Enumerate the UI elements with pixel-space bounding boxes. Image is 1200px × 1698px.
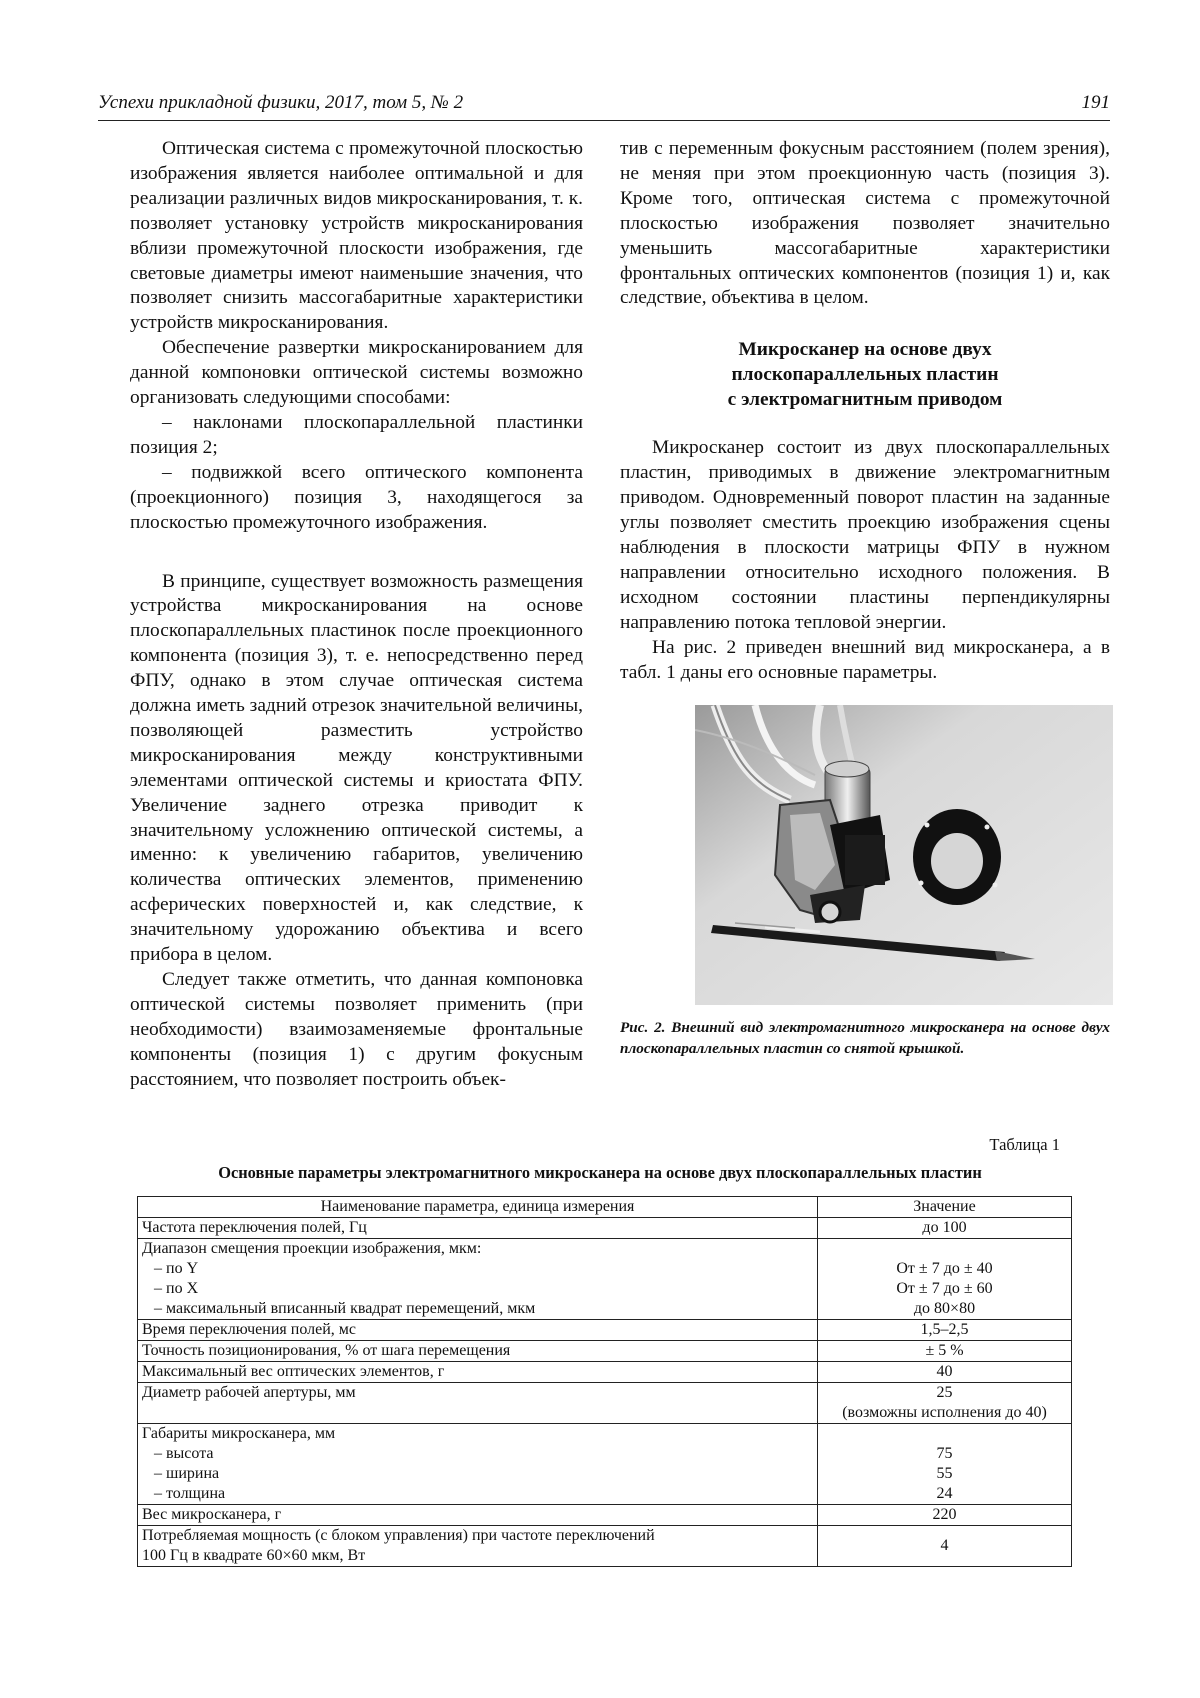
param-cell: Максимальный вес оптических элементов, г [138,1362,818,1383]
param-cell [138,1424,818,1505]
param-text: Габариты микросканера, мм [142,1425,336,1442]
param-cell: Точность позиционирования, % от шага перемещения [138,1341,818,1362]
parameters-table [137,1196,1072,1567]
heading-line: с электромагнитным приводом [727,389,1003,411]
heading-line: Микросканер на основе двух [738,339,992,361]
value-text: 24 [936,1485,953,1502]
param-text: Потребляемая мощность (с блоком управления) при частоте переключений [142,1527,655,1544]
table-row [138,1424,1072,1505]
paragraph: Обеспечение развертки микросканированием для данной компоновки оптической системы возможно организовать следующими способами: [130,337,583,409]
param-cell: Частота переключения полей, Гц [138,1218,818,1239]
value-cell [818,1424,1072,1505]
table-title: Основные параметры электромагнитного микросканера на основе двух плоскопараллельных пластин [218,1163,982,1182]
value-text: до 80×80 [913,1300,976,1317]
paragraph: Микросканер состоит из двух плоскопараллельных пластин, приводимых в движение электромагнитным приводом. Одновременный поворот пластин на заданные углы позволяет сместить проекцию изображения сцены наблюдения в плоскости матрицы ФПУ в нужном направлении относительно исходного положения. В исходном состоянии пластины перпендикулярны направлению потока тепловой энергии. [620,437,1110,633]
table-row [138,1526,1072,1567]
microscanner-photo [695,705,1113,1005]
right-column [620,137,1110,1059]
heading-line: плоскопараллельных пластин [731,364,999,386]
param-cell: Время переключения полей, мс [138,1320,818,1341]
value-cell: ± 5 % [818,1341,1072,1362]
value-text: (возможны исполнения до 40) [842,1404,1047,1421]
journal-title: Успехи прикладной физики, 2017, том 5, № 2 [98,92,464,113]
param-cell [138,1526,818,1567]
table-row [138,1239,1072,1320]
paragraph: Следует также отметить, что данная компоновка оптической системы позволяет применить (при необходимости) взаимозаменяемые фронтальные компоненты (позиция 1) с другим фокусным расстоянием, что позволяет построить объек- [130,969,583,1090]
value-cell: до 100 [818,1218,1072,1239]
list-item: – наклонами плоскопараллельной пластинки позиция 2; [130,411,583,458]
value-cell: 1,5–2,5 [818,1320,1072,1341]
value-cell: 220 [818,1505,1072,1526]
table-row [138,1505,1072,1526]
value-text: 25 [936,1384,953,1401]
table-row [138,1362,1072,1383]
left-column [130,137,583,1093]
table-row [138,1341,1072,1362]
table-header-row [138,1197,1072,1218]
paragraph: тив с переменным фокусным расстоянием (полем зрения), не меняя при этом проекционную часть (позиция 3). Кроме того, оптическая система с промежуточной плоскостью изображения позволяет значительно уменьшить массогабаритные характеристики фронтальных оптических компонентов (позиция 1) и, как следствие, объектива в целом. [620,138,1110,309]
paragraph: Оптическая система с промежуточной плоскостью изображения является наиболее оптимальной и для реализации различных видов микросканирования, т. к. позволяет установку устройств микросканирования вблизи промежуточной плоскости изображения, где световые диаметры имеют наименьшие значения, что позволяет снизить массогабаритные характеристики устройств микросканирования. [130,138,583,334]
value-cell: 4 [818,1526,1072,1567]
paragraph: В принципе, существует возможность размещения устройства микросканирования на основе плоскопараллельных пластинок после проекционного компонента (позиция 3), т. е. непосредственно перед ФПУ, однако в этом случае оптическая система должна иметь задний отрезок значительной величины, позволяющей разместить устройство микросканирования между конструктивными элементами оптической системы и криостата ФПУ. Увеличение заднего отрезка приводит к значительному усложнению оптической системы, а именно: к увеличению габаритов, увеличению количества оптических элементов, применению асферических поверхностей и, как следствие, к значительному удорожанию объектива и всего прибора в целом. [130,570,583,966]
param-subitem: – по X [154,1280,199,1297]
value-cell [818,1383,1072,1424]
value-cell [818,1239,1072,1320]
table-row [138,1320,1072,1341]
param-cell: Вес микросканера, г [138,1505,818,1526]
param-subitem: – максимальный вписанный квадрат перемещений, мкм [154,1300,536,1317]
param-subitem: – высота [154,1445,214,1462]
column-header: Наименование параметра, единица измерения [138,1197,818,1218]
value-text: 55 [936,1465,953,1482]
section-heading [620,337,1110,412]
value-cell: 40 [818,1362,1072,1383]
table-row [138,1218,1072,1239]
param-text: 100 Гц в квадрате 60×60 мкм, Вт [142,1547,366,1564]
paragraph: На рис. 2 приведен внешний вид микросканера, а в табл. 1 даны его основные параметры. [620,636,1110,683]
page-number: 191 [1081,92,1110,113]
running-header [98,90,1110,121]
table-label: Таблица 1 [989,1135,1060,1154]
param-subitem: – ширина [154,1465,220,1482]
param-subitem: – по Y [154,1260,199,1277]
figure-caption: Рис. 2. Внешний вид электромагнитного микросканера на основе двух плоскопараллельных пластин со снятой крышкой. [620,1019,1110,1058]
param-cell [138,1239,818,1320]
param-subitem: – толщина [154,1485,226,1502]
column-header: Значение [818,1197,1072,1218]
list-item: – подвижкой всего оптического компонента (проекционного) позиция 3, находящегося за плоскостью промежуточного изображения. [130,461,583,533]
value-text: От ± 7 до ± 40 [896,1260,993,1277]
value-text: От ± 7 до ± 60 [896,1280,993,1297]
param-cell: Диаметр рабочей апертуры, мм [138,1383,818,1424]
table-row [138,1383,1072,1424]
param-text: Диапазон смещения проекции изображения, мкм: [142,1240,482,1257]
value-text: 75 [936,1445,953,1462]
